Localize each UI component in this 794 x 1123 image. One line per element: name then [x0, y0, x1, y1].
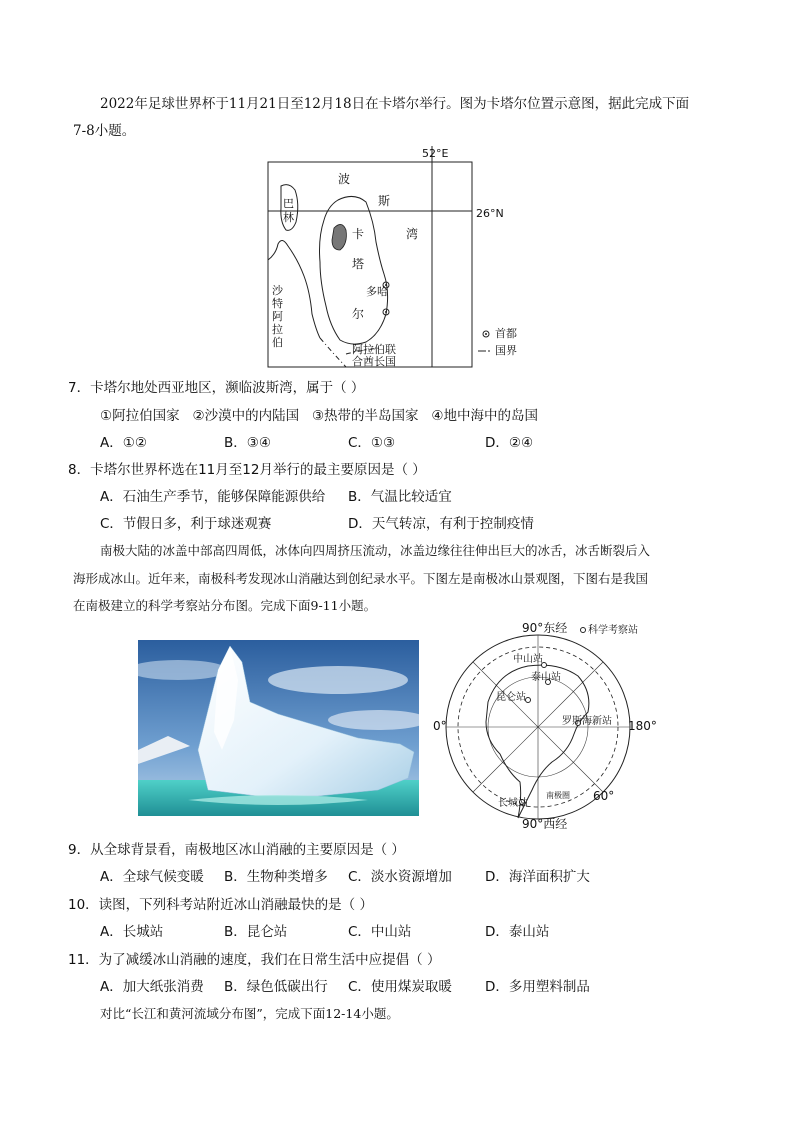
- question-11-stem: 11．为了减缓冰山消融的速度，我们在日常生活中应提倡（ ）: [68, 952, 441, 968]
- question-7-statements: ①阿拉伯国家 ②沙漠中的内陆国 ③热带的半岛国家 ④地中海中的岛国: [100, 408, 539, 424]
- option-a[interactable]: A．加大纸张消费: [100, 979, 204, 995]
- iceberg-illustration: [138, 640, 419, 816]
- question-9-stem: 9．从全球背景看，南极地区冰山消融的主要原因是（ ）: [68, 842, 405, 858]
- doha-label: 多哈: [366, 285, 388, 298]
- option-a[interactable]: A．石油生产季节，能够保障能源供给: [100, 489, 326, 505]
- degree-180-label: 180°: [628, 719, 657, 733]
- uae-label: 合酋长国: [352, 355, 396, 368]
- option-d[interactable]: D．海洋面积扩大: [485, 869, 590, 885]
- persian-gulf-label: 湾: [406, 227, 419, 241]
- antarctic-circle-label: 南极圈: [546, 791, 570, 800]
- legend-station-label: 科学考察站: [588, 625, 638, 636]
- option-c[interactable]: C．①③: [348, 435, 396, 451]
- qatar-location-map: [262, 142, 542, 368]
- saudi-label: 拉: [272, 323, 283, 336]
- longitude-label: 52°E: [422, 147, 449, 160]
- antarctic-station-map: [428, 622, 678, 832]
- option-b[interactable]: B．绿色低碳出行: [224, 979, 328, 995]
- option-c[interactable]: C．使用煤炭取暖: [348, 979, 452, 995]
- east-90-label: 90°东经: [522, 621, 568, 635]
- qatar-label: 塔: [352, 257, 365, 271]
- qatar-label: 卡: [352, 227, 365, 241]
- intro-text-line: 海形成冰山。近年来，南极科考发现冰山消融达到创纪录水平。下图左是南极冰山景观图，下图右是我国: [73, 571, 649, 586]
- option-a[interactable]: A．①②: [100, 435, 147, 451]
- saudi-label: 阿: [272, 310, 283, 323]
- changcheng-station-label: 长城站: [498, 798, 528, 809]
- ross-sea-station-label: 罗斯海新站: [562, 716, 612, 727]
- sixty-degree-label: 60°: [593, 789, 615, 803]
- west-90-label: 90°西经: [522, 817, 568, 831]
- option-d[interactable]: D．多用塑料制品: [485, 979, 590, 995]
- intro-text-line: 南极大陆的冰盖中部高四周低，冰体向四周挤压流动，冰盖边缘往往伸出巨大的冰舌，冰舌断裂后入: [100, 543, 651, 558]
- bahrain-label: 林: [283, 211, 294, 224]
- question-7-stem: 7．卡塔尔地处西亚地区，濒临波斯湾，属于（ ）: [68, 380, 365, 396]
- intro-text-line: 对比“长江和黄河流域分布图”，完成下面12-14小题。: [100, 1006, 399, 1021]
- question-10-stem: 10．读图，下列科考站附近冰山消融最快的是（ ）: [68, 897, 373, 913]
- taishan-station-label: 泰山站: [531, 672, 561, 683]
- saudi-label: 沙: [272, 284, 283, 297]
- latitude-label: 26°N: [476, 207, 504, 220]
- zhongshan-station-label: 中山站: [513, 654, 543, 665]
- option-b[interactable]: B．生物种类增多: [224, 869, 328, 885]
- saudi-label: 伯: [272, 336, 283, 349]
- option-c[interactable]: C．淡水资源增加: [348, 869, 452, 885]
- option-b[interactable]: B．昆仑站: [224, 924, 288, 940]
- option-b[interactable]: B．③④: [224, 435, 271, 451]
- question-8-stem: 8．卡塔尔世界杯选在11月至12月举行的最主要原因是（ ）: [68, 462, 426, 478]
- option-d[interactable]: D．泰山站: [485, 924, 550, 940]
- bahrain-label: 巴: [283, 197, 294, 210]
- option-c[interactable]: C．中山站: [348, 924, 412, 940]
- option-d[interactable]: D．②④: [485, 435, 534, 451]
- persian-gulf-label: 斯: [378, 194, 391, 208]
- legend-capital-label: 首都: [495, 327, 517, 340]
- intro-text-line: 2022年足球世界杯于11月21日至12月18日在卡塔尔举行。图为卡塔尔位置示意图，据此完成下面: [100, 96, 690, 112]
- iceberg-photo: [138, 640, 419, 816]
- option-c[interactable]: C．节假日多，利于球迷观赛: [100, 516, 272, 532]
- uae-label: 阿拉伯联: [352, 343, 396, 356]
- option-d[interactable]: D．天气转凉，有利于控制疫情: [348, 516, 534, 532]
- legend-border-label: 国界: [495, 344, 517, 357]
- option-b[interactable]: B．气温比较适宜: [348, 489, 452, 505]
- kunlun-station-label: 昆仑站: [496, 692, 526, 703]
- saudi-label: 特: [272, 297, 283, 310]
- option-a[interactable]: A．全球气候变暖: [100, 869, 204, 885]
- intro-text-line: 7-8小题。: [73, 123, 136, 139]
- option-a[interactable]: A．长城站: [100, 924, 164, 940]
- zero-degree-label: 0°: [433, 719, 447, 733]
- persian-gulf-label: 波: [338, 172, 351, 186]
- qatar-label: 尔: [352, 307, 365, 321]
- intro-text-line: 在南极建立的科学考察站分布图。完成下面9-11小题。: [73, 598, 377, 613]
